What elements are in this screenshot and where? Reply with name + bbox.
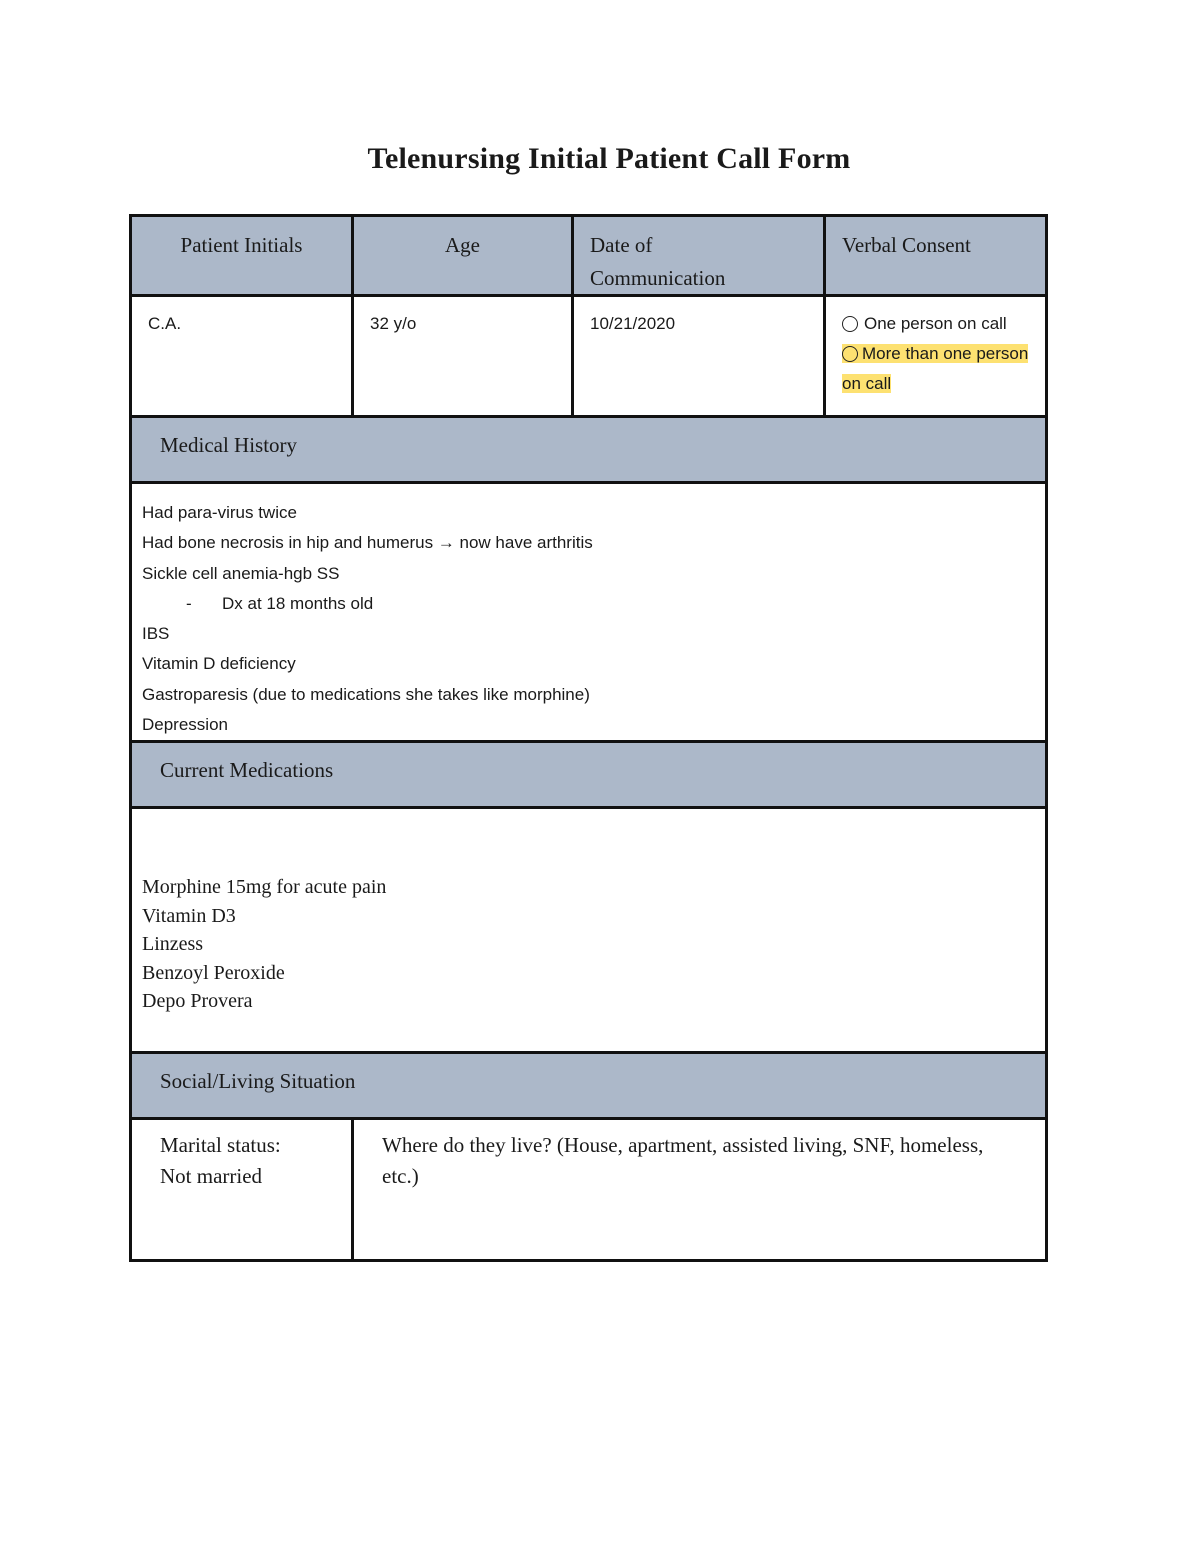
- medical-history-label: Medical History: [132, 418, 1045, 481]
- header-row: [129, 214, 1048, 297]
- medical-history-content-row: [129, 484, 1048, 743]
- consent-option-one-person[interactable]: [842, 309, 1039, 339]
- list-item: Depo Provera: [142, 990, 253, 1012]
- consent-option-one-person-label: One person on call: [864, 314, 1007, 333]
- medical-history-content[interactable]: [132, 484, 1045, 740]
- radio-unselected-icon[interactable]: [842, 316, 858, 332]
- social-living-header-row: [129, 1054, 1048, 1120]
- medical-history-header-row: [129, 418, 1048, 484]
- date-of-communication-text: 10/21/2020: [590, 314, 676, 333]
- list-item: Morphine 15mg for acute pain: [142, 876, 387, 898]
- header-date-line2: Communication: [590, 266, 726, 290]
- list-item: Benzoyl Peroxide: [142, 961, 285, 984]
- patient-age-value[interactable]: [354, 297, 574, 415]
- marital-status-label: Marital status:: [160, 1133, 281, 1157]
- form-title: Telenursing Initial Patient Call Form: [367, 142, 851, 175]
- list-item: Depression: [142, 715, 228, 735]
- list-item: Vitamin D deficiency: [142, 654, 296, 674]
- patient-initials-value[interactable]: [132, 297, 354, 415]
- radio-unselected-icon[interactable]: [842, 346, 858, 362]
- patient-data-row: [129, 297, 1048, 418]
- list-item: Had para-virus twice: [142, 503, 297, 522]
- header-verbal-consent: Verbal Consent: [826, 217, 1045, 294]
- list-sub-item: [142, 589, 1035, 619]
- consent-option-more-than-one[interactable]: [842, 339, 1039, 399]
- dash-bullet: -: [186, 593, 192, 613]
- list-item: Linzess: [142, 933, 204, 955]
- list-item: Vitamin D3: [142, 904, 236, 927]
- patient-call-form-table: [129, 214, 1048, 1262]
- list-item: Gastroparesis (due to medications she takes like morphine): [142, 684, 590, 704]
- list-sub-item-text: Dx at 18 months old: [222, 593, 374, 613]
- social-living-label: Social/Living Situation: [132, 1054, 1045, 1117]
- marital-status-value: Not married: [160, 1164, 263, 1188]
- current-medications-content-row: [129, 809, 1048, 1054]
- list-item: Had bone necrosis in hip and humerus → now have arthritis: [142, 533, 593, 553]
- header-patient-initials: Patient Initials: [132, 217, 354, 294]
- list-item: IBS: [142, 624, 170, 644]
- current-medications-label: Current Medications: [132, 743, 1045, 806]
- current-medications-content[interactable]: [132, 809, 1045, 1051]
- medical-history-list: [132, 484, 1045, 740]
- patient-initials-text: C.A.: [148, 314, 182, 333]
- header-date-of-communication: [574, 217, 826, 294]
- list-item: Sickle cell anemia-hgb SS: [142, 563, 340, 583]
- consent-option-more-than-one-highlight: [842, 344, 1028, 393]
- marital-status-cell[interactable]: [132, 1120, 354, 1259]
- header-age: Age: [354, 217, 574, 294]
- current-medications-list: [132, 809, 1045, 1016]
- date-of-communication-value[interactable]: [574, 297, 826, 415]
- current-medications-header-row: [129, 743, 1048, 809]
- where-do-they-live-cell[interactable]: [354, 1120, 1045, 1259]
- where-do-they-live-question: Where do they live? (House, apartment, assisted living, SNF, homeless, etc.): [382, 1133, 984, 1188]
- patient-age-text: 32 y/o: [370, 314, 417, 333]
- verbal-consent-options: [826, 297, 1045, 415]
- header-date-line1: Date of: [590, 233, 653, 257]
- consent-option-more-than-one-label: More than one person on call: [842, 344, 1029, 393]
- social-living-content-row: [129, 1120, 1048, 1262]
